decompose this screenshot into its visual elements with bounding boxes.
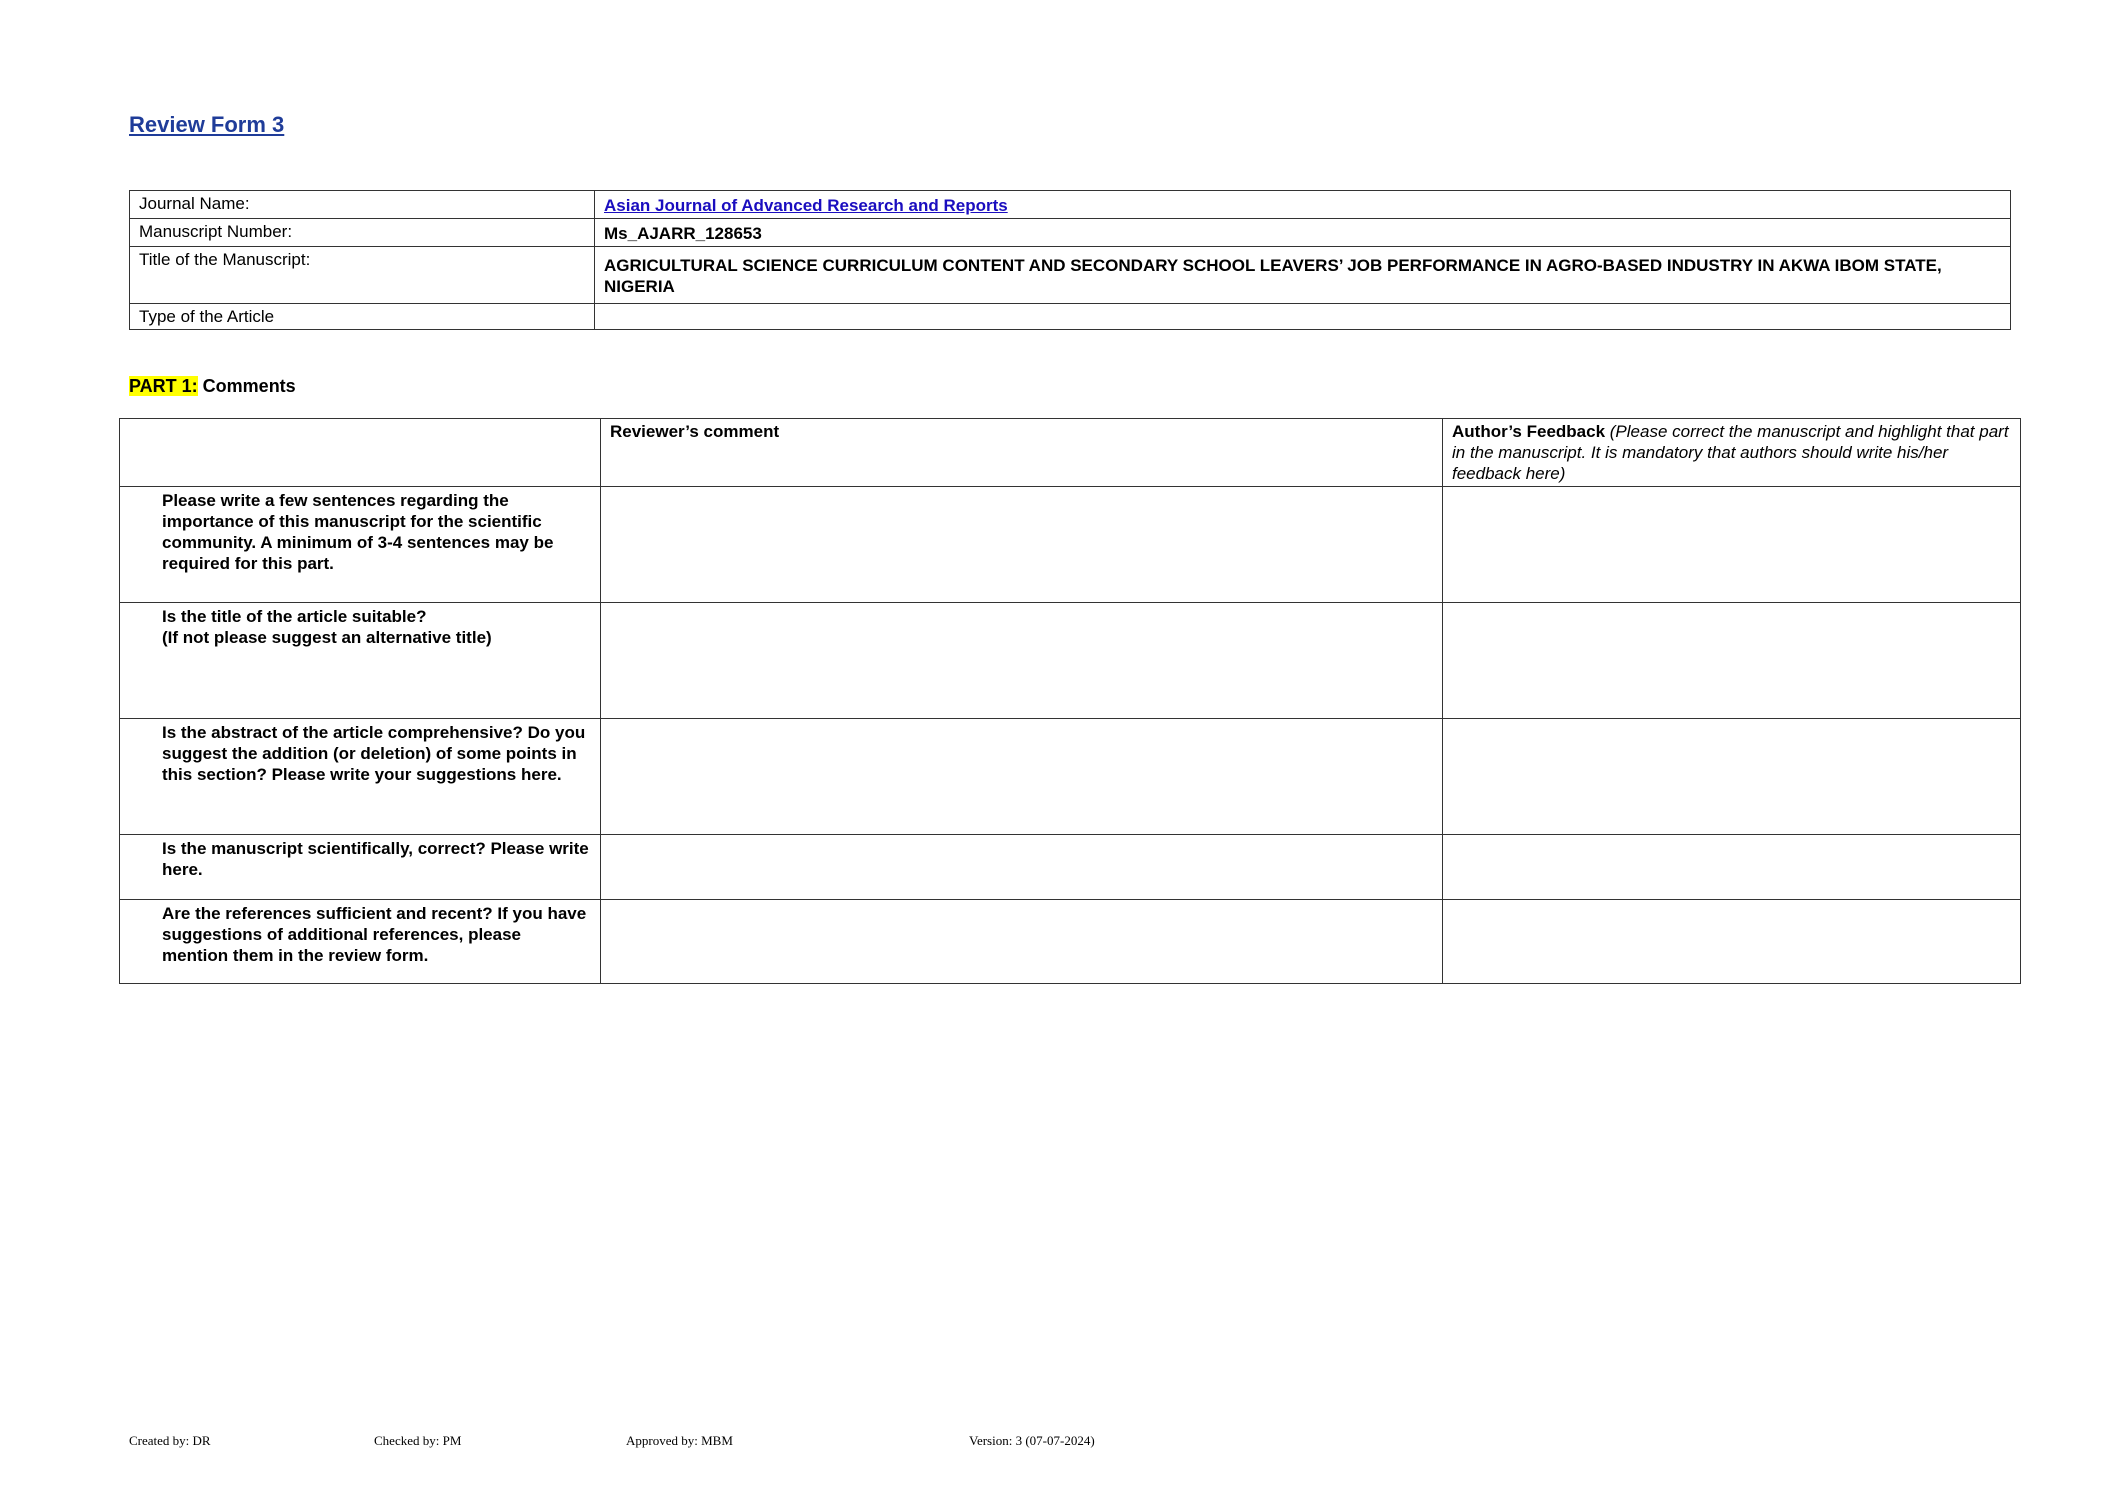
manuscript-number-value: Ms_AJARR_128653	[595, 219, 2011, 247]
question-scientific: Is the manuscript scientifically, correct? Please write here.	[120, 835, 601, 900]
manuscript-title-row	[130, 247, 2011, 304]
question-row	[120, 835, 2021, 900]
manuscript-number-label: Manuscript Number:	[130, 219, 595, 247]
question-header-cell	[120, 419, 601, 487]
form-title: Review Form 3	[129, 112, 285, 137]
question-row	[120, 900, 2021, 984]
question-row	[120, 487, 2021, 603]
part1-heading	[129, 376, 296, 397]
footer-checked-by: Checked by: PM	[374, 1433, 462, 1448]
journal-row	[130, 191, 2011, 219]
journal-name-link[interactable]: Asian Journal of Advanced Research and Reports	[604, 196, 1008, 215]
question-title-suitable	[120, 603, 601, 719]
part1-label: Comments	[197, 376, 296, 396]
author-feedback-cell[interactable]	[1443, 487, 2021, 603]
author-feedback-cell[interactable]	[1443, 835, 2021, 900]
comments-table	[119, 418, 2021, 984]
manuscript-title-value: AGRICULTURAL SCIENCE CURRICULUM CONTENT AND SECONDARY SCHOOL LEAVERS’ JOB PERFORMANCE IN AGRO-BASED INDUSTRY IN AKWA IBOM STATE, NIGERIA	[595, 247, 2011, 304]
reviewer-comment-header: Reviewer’s comment	[601, 419, 1443, 487]
question-title-text: Is the title of the article suitable? (If not please suggest an alternative title)	[162, 607, 492, 647]
reviewer-comment-cell[interactable]	[601, 835, 1443, 900]
author-feedback-cell[interactable]	[1443, 719, 2021, 835]
part1-highlight: PART 1:	[129, 376, 198, 396]
question-importance: Please write a few sentences regarding the importance of this manuscript for the scientific community. A minimum of 3-4 sentences may be required for this part.	[120, 487, 601, 603]
footer-created-by: Created by: DR	[129, 1433, 211, 1448]
author-feedback-cell[interactable]	[1443, 900, 2021, 984]
question-row	[120, 603, 2021, 719]
question-row	[120, 719, 2021, 835]
article-type-label: Type of the Article	[130, 304, 595, 330]
journal-name-label: Journal Name:	[130, 191, 595, 219]
article-type-value[interactable]	[595, 304, 2011, 330]
manuscript-number-row	[130, 219, 2011, 247]
question-references: Are the references sufficient and recent? If you have suggestions of additional references, please mention them in the review form.	[120, 900, 601, 984]
manuscript-title-label: Title of the Manuscript:	[130, 247, 595, 304]
footer-approved-by: Approved by: MBM	[626, 1433, 733, 1448]
question-abstract: Is the abstract of the article comprehensive? Do you suggest the addition (or deletion) of some points in this section? Please write your suggestions here.	[120, 719, 601, 835]
comments-header-row	[120, 419, 2021, 487]
footer	[0, 1433, 2117, 1453]
author-feedback-header	[1443, 419, 2021, 487]
article-type-row	[130, 304, 2011, 330]
reviewer-comment-cell[interactable]	[601, 603, 1443, 719]
author-feedback-cell[interactable]	[1443, 603, 2021, 719]
author-feedback-hint: (Please correct the manuscript and highlight that part in the manuscript. It is mandatory that authors should write his/her feedback here)	[1452, 422, 2009, 483]
manuscript-info-table	[129, 190, 2011, 330]
reviewer-comment-cell[interactable]	[601, 719, 1443, 835]
reviewer-comment-cell[interactable]	[601, 487, 1443, 603]
reviewer-comment-cell[interactable]	[601, 900, 1443, 984]
footer-version: Version: 3 (07-07-2024)	[969, 1433, 1095, 1448]
author-feedback-title: Author’s Feedback	[1452, 422, 1606, 441]
